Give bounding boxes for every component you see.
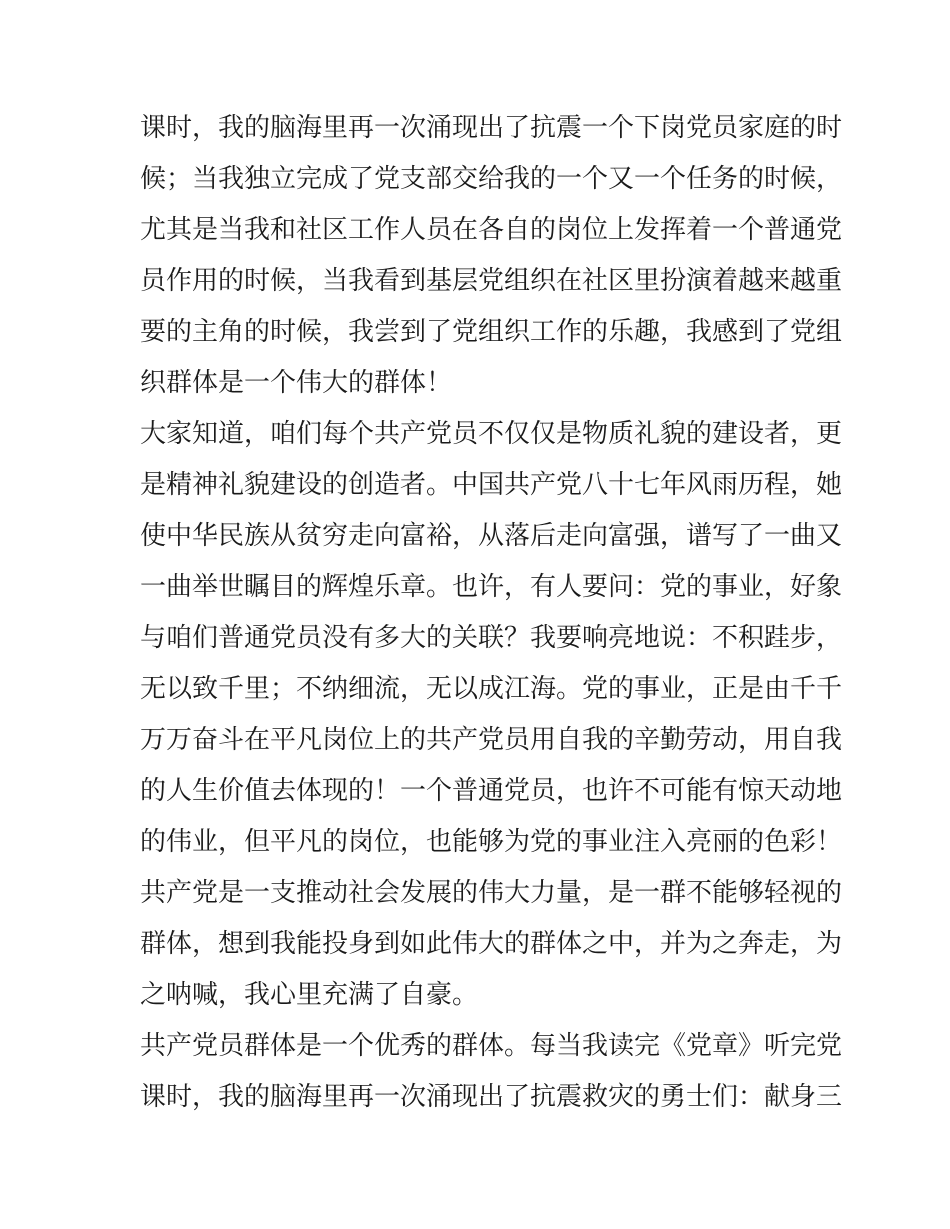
text-line: 尤其是当我和社区工作人员在各自的岗位上发挥着一个普通党	[140, 215, 843, 245]
text-line: 要的主角的时候，我尝到了党组织工作的乐趣，我感到了党组	[140, 317, 843, 347]
body-text	[140, 103, 843, 1123]
text-line: 与咱们普通党员没有多大的关联？我要响亮地说：不积跬步，	[140, 623, 843, 653]
text-line: 大家知道，咱们每个共产党员不仅仅是物质礼貌的建设者，更	[140, 419, 843, 449]
text-line: 候；当我独立完成了党支部交给我的一个又一个任务的时候，	[140, 164, 843, 194]
text-line: 无以致千里；不纳细流，无以成江海。党的事业，正是由千千	[140, 674, 843, 704]
text-line: 的伟业，但平凡的岗位，也能够为党的事业注入亮丽的色彩！	[140, 827, 843, 857]
text-line: 共产党是一支推动社会发展的伟大力量，是一群不能够轻视的	[140, 878, 843, 908]
text-line: 课时，我的脑海里再一次涌现出了抗震救灾的勇士们：献身三	[140, 1082, 843, 1112]
text-line: 是精神礼貌建设的创造者。中国共产党八十七年风雨历程，她	[140, 470, 843, 500]
text-line: 万万奋斗在平凡岗位上的共产党员用自我的辛勤劳动，用自我	[140, 725, 843, 755]
text-line: 员作用的时候，当我看到基层党组织在社区里扮演着越来越重	[140, 266, 843, 296]
text-line: 织群体是一个伟大的群体！	[140, 368, 453, 398]
text-line: 的人生价值去体现的！一个普通党员，也许不可能有惊天动地	[140, 776, 843, 806]
text-line: 之呐喊，我心里充满了自豪。	[140, 980, 479, 1010]
text-line: 使中华民族从贫穷走向富裕，从落后走向富强，谱写了一曲又	[140, 521, 843, 551]
text-line: 课时，我的脑海里再一次涌现出了抗震一个下岗党员家庭的时	[140, 113, 843, 143]
text-line: 群体，想到我能投身到如此伟大的群体之中，并为之奔走，为	[140, 929, 843, 959]
text-line: 一曲举世瞩目的辉煌乐章。也许，有人要问：党的事业，好象	[140, 572, 843, 602]
text-line: 共产党员群体是一个优秀的群体。每当我读完《党章》听完党	[140, 1031, 843, 1061]
